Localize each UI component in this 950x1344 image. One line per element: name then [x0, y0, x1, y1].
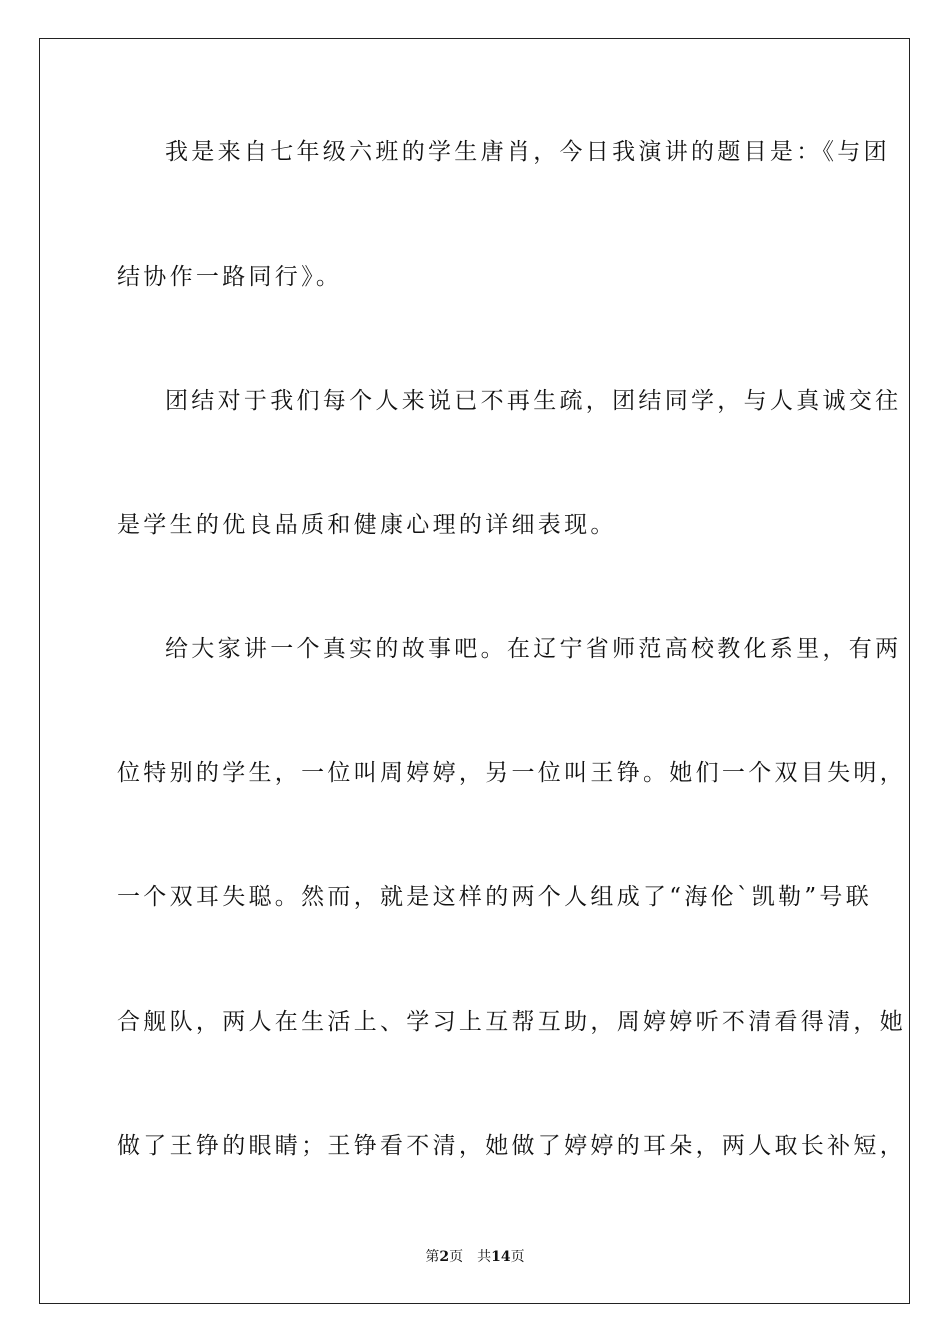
page-prefix: 第 — [425, 1249, 440, 1265]
page-footer — [0, 1248, 950, 1266]
paragraph-1-line-2: 结协作一路同行》。 — [117, 264, 343, 290]
paragraph-1-line-1: 我是来自七年级六班的学生唐肖，今日我演讲的题目是：《与团 — [165, 139, 890, 165]
paragraph-2-line-2: 是学生的优良品质和健康心理的详细表现。 — [117, 512, 617, 538]
page-border — [39, 38, 910, 1304]
total-pages: 14 — [491, 1249, 511, 1265]
paragraph-3-line-2: 位特别的学生，一位叫周婷婷，另一位叫王铮。她们一个双目失明， — [117, 760, 906, 786]
total-suffix: 页 — [510, 1249, 525, 1265]
total-prefix: 共 — [477, 1249, 492, 1265]
paragraph-3-line-1: 给大家讲一个真实的故事吧。在辽宁省师范高校教化系里，有两 — [165, 636, 902, 662]
paragraph-3-line-3: 一个双耳失聪。然而，就是这样的两个人组成了“海伦`凯勒”号联 — [117, 884, 873, 910]
paragraph-2-line-1: 团结对于我们每个人来说已不再生疏，团结同学，与人真诚交往 — [165, 388, 902, 414]
page-suffix: 页 — [449, 1249, 464, 1265]
paragraph-3-line-4: 合舰队，两人在生活上、学习上互帮互助，周婷婷听不清看得清，她 — [117, 1009, 906, 1035]
page-number: 2 — [439, 1249, 450, 1265]
paragraph-3-line-5: 做了王铮的眼睛；王铮看不清，她做了婷婷的耳朵，两人取长补短， — [117, 1133, 906, 1159]
